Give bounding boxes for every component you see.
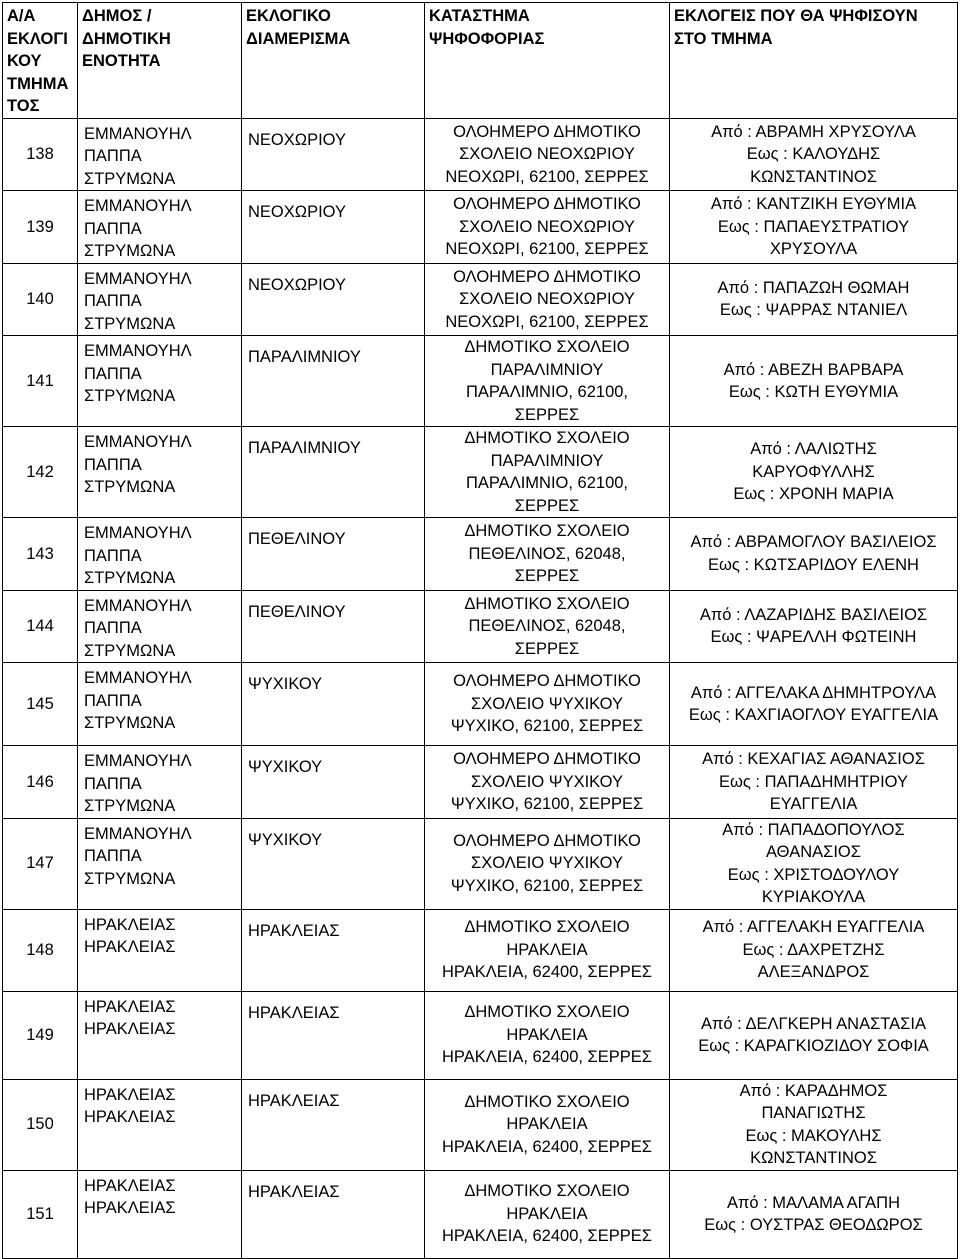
municipality-cell (78, 818, 242, 909)
district-cell: ΨΥΧΙΚΟΥ (242, 818, 425, 909)
cell-text-line: ΠΑΠΠΑ (84, 691, 142, 710)
cell-text-line: Εως : ΚΑΛΟΥΔΗΣ (746, 145, 881, 163)
municipality-cell (78, 191, 242, 264)
cell-text-line: ΣΤΡΥΜΩΝΑ (84, 714, 176, 732)
voters-range-cell (670, 427, 958, 518)
cell-text-line: ΗΡΑΚΛΕΙΑΣ (84, 1199, 176, 1217)
cell-text-line: ΚΩΝΣΤΑΝΤΙΝΟΣ (750, 1149, 877, 1167)
cell-text-line: ΕΜΜΑΝΟΥΗΛ (84, 433, 192, 451)
district-cell: ΝΕΟΧΩΡΙΟΥ (242, 263, 425, 336)
cell-text-line: ΕΜΜΑΝΟΥΗΛ (84, 342, 192, 360)
cell-text-line: Εως : ΚΩΤΗ ΕΥΘΥΜΙΑ (728, 383, 899, 401)
section-number: 151 (3, 1170, 78, 1258)
cell-text-line: ΠΑΠΠΑ (84, 546, 142, 565)
cell-text-line: Από : ΑΒΡΑΜΗ ΧΡΥΣΟΥΛΑ (711, 122, 916, 141)
cell-text-line: ΟΛΟΗΜΕΡΟ ΔΗΜΟΤΙΚΟ (453, 267, 641, 286)
district-cell: ΗΡΑΚΛΕΙΑΣ (242, 991, 425, 1079)
district-cell: ΝΕΟΧΩΡΙΟΥ (242, 191, 425, 264)
cell-text-line: ΗΡΑΚΛΕΙΑΣ (84, 997, 176, 1016)
voters-range-cell (670, 1170, 958, 1258)
cell-text-line: ΨΥΧΙΚΟ, 62100, ΣΕΡΡΕΣ (450, 876, 644, 895)
cell-text-line: Από : ΛΑΛΙΩΤΗΣ (750, 440, 877, 459)
cell-text-line: ΣΤΡΥΜΩΝΑ (84, 869, 176, 888)
cell-text-line: ΣΤΡΥΜΩΝΑ (84, 387, 176, 405)
cell-text-line: ΔΗΜΟΤΙΚΟ ΣΧΟΛΕΙΟ (464, 429, 630, 447)
section-number: 149 (3, 991, 78, 1079)
cell-text-line: ΣΕΡΡΕΣ (514, 496, 580, 515)
cell-text-line: ΑΘΑΝΑΣΙΟΣ (766, 843, 861, 861)
voters-range-cell (670, 336, 958, 427)
cell-text-line: ΣΕΡΡΕΣ (514, 405, 580, 424)
municipality-cell (78, 336, 242, 427)
section-number: 139 (3, 191, 78, 264)
cell-text-line: ΑΛΕΞΑΝΔΡΟΣ (757, 963, 870, 982)
district-cell: ΠΕΘΕΛΙΝΟΥ (242, 518, 425, 591)
cell-text-line: ΨΥΧΙΚΟ, 62100, ΣΕΡΡΕΣ (450, 717, 644, 736)
cell-text-line: ΕΜΜΑΝΟΥΗΛ (84, 197, 192, 215)
cell-text-line: ΠΑΠΠΑ (84, 455, 142, 474)
cell-text-line: ΚΥΡΙΑΚΟΥΛΑ (761, 888, 866, 906)
cell-text-line: ΠΑΠΠΑ (84, 292, 142, 310)
cell-text-line: Εως : ΚΩΤΣΑΡΙΔΟΥ ΕΛΕΝΗ (708, 555, 919, 574)
cell-text-line: ΝΕΟΧΩΡΙ, 62100, ΣΕΡΡΕΣ (445, 312, 649, 331)
cell-text-line: ΗΡΑΚΛΕΙΑ (506, 940, 588, 959)
cell-text-line: ΠΑΡΑΛΙΜΝΙΟ, 62100, (465, 474, 629, 492)
cell-text-line: Από : ΠΑΠΑΔΟΠΟΥΛΟΣ (722, 820, 905, 839)
section-number: 142 (3, 427, 78, 518)
cell-text-line: ΗΡΑΚΛΕΙΑ, 62400, ΣΕΡΡΕΣ (442, 963, 652, 982)
polling-station-cell (425, 1170, 670, 1258)
cell-text-line: Εως : ΚΑΧΓΙΑΟΓΛΟΥ ΕΥΑΓΓΕΛΙΑ (688, 706, 939, 724)
cell-text-line: ΗΡΑΚΛΕΙΑ (506, 1204, 588, 1223)
cell-text-line: ΗΡΑΚΛΕΙΑ, 62400, ΣΕΡΡΕΣ (442, 1227, 652, 1246)
cell-text-line: ΠΑΡΑΛΙΜΝΙΟΥ (490, 360, 604, 379)
table-row (3, 518, 958, 591)
cell-text-line: ΔΗΜΟΤΙΚΟ ΣΧΟΛΕΙΟ (464, 338, 630, 356)
table-row (3, 263, 958, 336)
cell-text-line: ΔΗΜΟΤΙΚΟ ΣΧΟΛΕΙΟ (464, 594, 630, 613)
polling-station-cell (425, 118, 670, 191)
cell-text-line: ΕΜΜΑΝΟΥΗΛ (84, 752, 192, 770)
cell-text-line: Εως : ΚΑΡΑΓΚΙΟΖΙΔΟΥ ΣΟΦΙΑ (698, 1037, 929, 1055)
cell-text-line: ΠΑΠΠΑ (84, 364, 142, 383)
voters-range-cell (670, 663, 958, 746)
polling-station-cell (425, 818, 670, 909)
cell-text-line: Εως : ΨΑΡΡΑΣ ΝΤΑΝΙΕΛ (719, 301, 908, 320)
district-cell: ΝΕΟΧΩΡΙΟΥ (242, 118, 425, 191)
cell-text-line: ΗΡΑΚΛΕΙΑ (506, 1025, 588, 1044)
section-number: 148 (3, 909, 78, 991)
municipality-cell (78, 590, 242, 663)
section-number: 141 (3, 336, 78, 427)
municipality-cell (78, 909, 242, 991)
cell-text-line: ΠΑΠΠΑ (84, 847, 142, 865)
cell-text-line: ΕΜΜΑΝΟΥΗΛ (84, 596, 192, 615)
header-voters: ΕΚΛΟΓΕΙΣ ΠΟΥ ΘΑ ΨΗΦΙΣΟΥΝ ΣΤΟ ΤΜΗΜΑ (670, 3, 958, 119)
cell-text-line: ΠΑΡΑΛΙΜΝΙΟΥ (490, 451, 604, 470)
table-row (3, 991, 958, 1079)
cell-text-line: Από : ΚΑΝΤΖΙΚΗ ΕΥΘΥΜΙΑ (710, 195, 917, 213)
voters-range-cell (670, 118, 958, 191)
section-number: 138 (3, 118, 78, 191)
district-cell: ΠΑΡΑΛΙΜΝΙΟΥ (242, 427, 425, 518)
cell-text-line: ΔΗΜΟΤΙΚΟ ΣΧΟΛΕΙΟ (464, 918, 630, 937)
cell-text-line: ΠΑΠΠΑ (84, 147, 142, 165)
table-row (3, 909, 958, 991)
header-section-number: Α/Α ΕΚΛΟΓΙ ΚΟΥ ΤΜΗΜΑ ΤΟΣ (3, 3, 78, 119)
cell-text-line: ΣΤΡΥΜΩΝΑ (84, 169, 176, 188)
voters-range-cell (670, 590, 958, 663)
cell-text-line: ΣΕΡΡΕΣ (514, 567, 580, 585)
voters-range-cell (670, 746, 958, 819)
cell-text-line: ΣΕΡΡΕΣ (514, 639, 580, 658)
cell-text-line: Από : ΑΒΡΑΜΟΓΛΟΥ ΒΑΣΙΛΕΙΟΣ (690, 533, 937, 552)
cell-text-line: ΣΤΡΥΜΩΝΑ (84, 569, 176, 587)
district-cell: ΠΕΘΕΛΙΝΟΥ (242, 590, 425, 663)
polling-station-cell (425, 590, 670, 663)
cell-text-line: ΠΕΘΕΛΙΝΟΣ, 62048, (468, 544, 626, 563)
voters-range-cell (670, 909, 958, 991)
cell-text-line: Από : ΑΓΓΕΛΑΚΑ ΔΗΜΗΤΡΟΥΛΑ (690, 683, 937, 702)
cell-text-line: ΔΗΜΟΤΙΚΟ ΣΧΟΛΕΙΟ (464, 1003, 630, 1022)
municipality-cell (78, 118, 242, 191)
polling-station-cell (425, 909, 670, 991)
table-row (3, 746, 958, 819)
section-number: 143 (3, 518, 78, 591)
municipality-cell (78, 1170, 242, 1258)
cell-text-line: ΗΡΑΚΛΕΙΑΣ (84, 1085, 176, 1104)
cell-text-line: ΕΜΜΑΝΟΥΗΛ (84, 524, 192, 542)
cell-text-line: ΚΩΝΣΤΑΝΤΙΝΟΣ (750, 167, 877, 186)
cell-text-line: Εως : ΧΡΟΝΗ ΜΑΡΙΑ (733, 485, 894, 504)
table-row (3, 191, 958, 264)
cell-text-line: ΔΗΜΟΤΙΚΟ ΣΧΟΛΕΙΟ (464, 1182, 630, 1201)
table-row (3, 663, 958, 746)
cell-text-line: ΣΤΡΥΜΩΝΑ (84, 797, 176, 815)
polling-sections-table (2, 2, 958, 1259)
district-cell: ΗΡΑΚΛΕΙΑΣ (242, 909, 425, 991)
cell-text-line: Εως : ΠΑΠΑΕΥΣΤΡΑΤΙΟΥ (717, 217, 910, 236)
cell-text-line: ΠΕΘΕΛΙΝΟΣ, 62048, (468, 617, 626, 635)
cell-text-line: ΔΗΜΟΤΙΚΟ ΣΧΟΛΕΙΟ (464, 522, 630, 540)
cell-text-line: ΣΧΟΛΕΙΟ ΨΥΧΙΚΟΥ (471, 854, 623, 873)
section-number: 140 (3, 263, 78, 336)
cell-text-line: Από : ΚΑΡΑΔΗΜΟΣ (739, 1081, 888, 1100)
polling-station-cell (425, 427, 670, 518)
cell-text-line: ΗΡΑΚΛΕΙΑ, 62400, ΣΕΡΡΕΣ (442, 1048, 652, 1067)
cell-text-line: ΣΧΟΛΕΙΟ ΝΕΟΧΩΡΙΟΥ (459, 290, 635, 308)
polling-station-cell (425, 991, 670, 1079)
polling-station-cell (425, 663, 670, 746)
cell-text-line: ΕΜΜΑΝΟΥΗΛ (84, 669, 192, 687)
municipality-cell (78, 263, 242, 336)
voters-range-cell (670, 518, 958, 591)
cell-text-line: ΣΧΟΛΕΙΟ ΨΥΧΙΚΟΥ (471, 772, 623, 791)
polling-station-cell (425, 336, 670, 427)
district-cell: ΠΑΡΑΛΙΜΝΙΟΥ (242, 336, 425, 427)
district-cell: ΗΡΑΚΛΕΙΑΣ (242, 1079, 425, 1170)
cell-text-line: ΗΡΑΚΛΕΙΑΣ (84, 1108, 176, 1126)
municipality-cell (78, 991, 242, 1079)
cell-text-line: Από : ΚΕΧΑΓΙΑΣ ΑΘΑΝΑΣΙΟΣ (702, 750, 925, 768)
section-number: 145 (3, 663, 78, 746)
cell-text-line: Εως : ΨΑΡΕΛΛΗ ΦΩΤΕΙΝΗ (710, 628, 917, 647)
header-row (3, 3, 958, 119)
cell-text-line: ΗΡΑΚΛΕΙΑ, 62400, ΣΕΡΡΕΣ (442, 1137, 652, 1156)
cell-text-line: ΗΡΑΚΛΕΙΑΣ (84, 915, 176, 934)
voters-range-cell (670, 1079, 958, 1170)
table-body (3, 118, 958, 1258)
cell-text-line: ΟΛΟΗΜΕΡΟ ΔΗΜΟΤΙΚΟ (453, 122, 641, 141)
cell-text-line: ΕΜΜΑΝΟΥΗΛ (84, 269, 192, 288)
cell-text-line: Εως : ΧΡΙΣΤΟΔΟΥΛΟΥ (727, 865, 900, 884)
municipality-cell (78, 427, 242, 518)
voters-range-cell (670, 191, 958, 264)
cell-text-line: ΚΑΡΥΟΦΥΛΛΗΣ (752, 462, 875, 481)
district-cell: ΗΡΑΚΛΕΙΑΣ (242, 1170, 425, 1258)
municipality-cell (78, 746, 242, 819)
cell-text-line: ΠΑΠΠΑ (84, 219, 142, 238)
polling-station-cell (425, 518, 670, 591)
table-row (3, 1170, 958, 1258)
cell-text-line: ΕΜΜΑΝΟΥΗΛ (84, 124, 192, 143)
polling-station-cell (425, 263, 670, 336)
district-cell: ΨΥΧΙΚΟΥ (242, 746, 425, 819)
voters-range-cell (670, 818, 958, 909)
cell-text-line: Από : ΜΑΛΑΜΑ ΑΓΑΠΗ (726, 1193, 901, 1212)
header-polling-station: ΚΑΤΑΣΤΗΜΑ ΨΗΦΟΦΟΡΙΑΣ (425, 3, 670, 119)
municipality-cell (78, 1079, 242, 1170)
cell-text-line: Από : ΠΑΠΑΖΩΗ ΘΩΜΑΗ (717, 278, 910, 297)
cell-text-line: ΕΜΜΑΝΟΥΗΛ (84, 824, 192, 843)
table-row (3, 590, 958, 663)
cell-text-line: ΟΛΟΗΜΕΡΟ ΔΗΜΟΤΙΚΟ (453, 672, 641, 691)
cell-text-line: ΗΡΑΚΛΕΙΑΣ (84, 1176, 176, 1195)
cell-text-line: ΣΧΟΛΕΙΟ ΝΕΟΧΩΡΙΟΥ (459, 145, 635, 163)
cell-text-line: ΣΤΡΥΜΩΝΑ (84, 314, 176, 333)
district-cell: ΨΥΧΙΚΟΥ (242, 663, 425, 746)
table-row (3, 818, 958, 909)
cell-text-line: ΗΡΑΚΛΕΙΑΣ (84, 1020, 176, 1038)
table-row (3, 336, 958, 427)
cell-text-line: ΠΑΠΠΑ (84, 774, 142, 793)
cell-text-line: Από : ΑΓΓΕΛΑΚΗ ΕΥΑΓΓΕΛΙΑ (702, 918, 925, 937)
cell-text-line: ΠΑΡΑΛΙΜΝΙΟ, 62100, (465, 383, 629, 401)
cell-text-line: ΗΡΑΚΛΕΙΑΣ (84, 938, 176, 956)
municipality-cell (78, 663, 242, 746)
section-number: 147 (3, 818, 78, 909)
cell-text-line: ΠΑΠΠΑ (84, 619, 142, 637)
voters-range-cell (670, 263, 958, 336)
cell-text-line: Από : ΛΑΖΑΡΙΔΗΣ ΒΑΣΙΛΕΙΟΣ (699, 605, 928, 624)
cell-text-line: ΝΕΟΧΩΡΙ, 62100, ΣΕΡΡΕΣ (445, 167, 649, 186)
cell-text-line: ΟΛΟΗΜΕΡΟ ΔΗΜΟΤΙΚΟ (453, 195, 641, 213)
cell-text-line: ΣΧΟΛΕΙΟ ΨΥΧΙΚΟΥ (471, 694, 623, 713)
cell-text-line: ΗΡΑΚΛΕΙΑ (506, 1115, 588, 1134)
header-municipality: ΔΗΜΟΣ / ΔΗΜΟΤΙΚΗ ΕΝΟΤΗΤΑ (78, 3, 242, 119)
cell-text-line: Εως : ΠΑΠΑΔΗΜΗΤΡΙΟΥ (718, 772, 908, 791)
cell-text-line: ΟΛΟΗΜΕΡΟ ΔΗΜΟΤΙΚΟ (453, 750, 641, 768)
cell-text-line: ΠΑΝΑΓΙΩΤΗΣ (761, 1104, 866, 1122)
cell-text-line: ΧΡΥΣΟΥΛΑ (769, 240, 858, 258)
table-row (3, 1079, 958, 1170)
cell-text-line: ΣΧΟΛΕΙΟ ΝΕΟΧΩΡΙΟΥ (459, 217, 635, 236)
cell-text-line: ΣΤΡΥΜΩΝΑ (84, 242, 176, 260)
municipality-cell (78, 518, 242, 591)
polling-station-cell (425, 191, 670, 264)
polling-station-cell (425, 746, 670, 819)
cell-text-line: Εως : ΟΥΣΤΡΑΣ ΘΕΟΔΩΡΟΣ (704, 1216, 923, 1234)
section-number: 146 (3, 746, 78, 819)
section-number: 144 (3, 590, 78, 663)
polling-station-cell (425, 1079, 670, 1170)
cell-text-line: ΔΗΜΟΤΙΚΟ ΣΧΟΛΕΙΟ (464, 1092, 630, 1111)
cell-text-line: ΟΛΟΗΜΕΡΟ ΔΗΜΟΤΙΚΟ (453, 831, 641, 850)
cell-text-line: Από : ΑΒΕΖΗ ΒΑΡΒΑΡΑ (723, 360, 904, 379)
voters-range-cell (670, 991, 958, 1079)
cell-text-line: ΕΥΑΓΓΕΛΙΑ (769, 795, 858, 813)
table-row (3, 118, 958, 191)
cell-text-line: Εως : ΜΑΚΟΥΛΗΣ (745, 1126, 882, 1145)
cell-text-line: ΝΕΟΧΩΡΙ, 62100, ΣΕΡΡΕΣ (445, 240, 649, 258)
cell-text-line: ΣΤΡΥΜΩΝΑ (84, 478, 176, 496)
cell-text-line: Εως : ΔΑΧΡΕΤΖΗΣ (742, 940, 885, 959)
cell-text-line: ΨΥΧΙΚΟ, 62100, ΣΕΡΡΕΣ (450, 795, 644, 813)
section-number: 150 (3, 1079, 78, 1170)
header-electoral-district: ΕΚΛΟΓΙΚΟ ΔΙΑΜΕΡΙΣΜΑ (242, 3, 425, 119)
cell-text-line: ΣΤΡΥΜΩΝΑ (84, 641, 176, 660)
table-row (3, 427, 958, 518)
cell-text-line: Από : ΔΕΛΓΚΕΡΗ ΑΝΑΣΤΑΣΙΑ (701, 1014, 926, 1033)
